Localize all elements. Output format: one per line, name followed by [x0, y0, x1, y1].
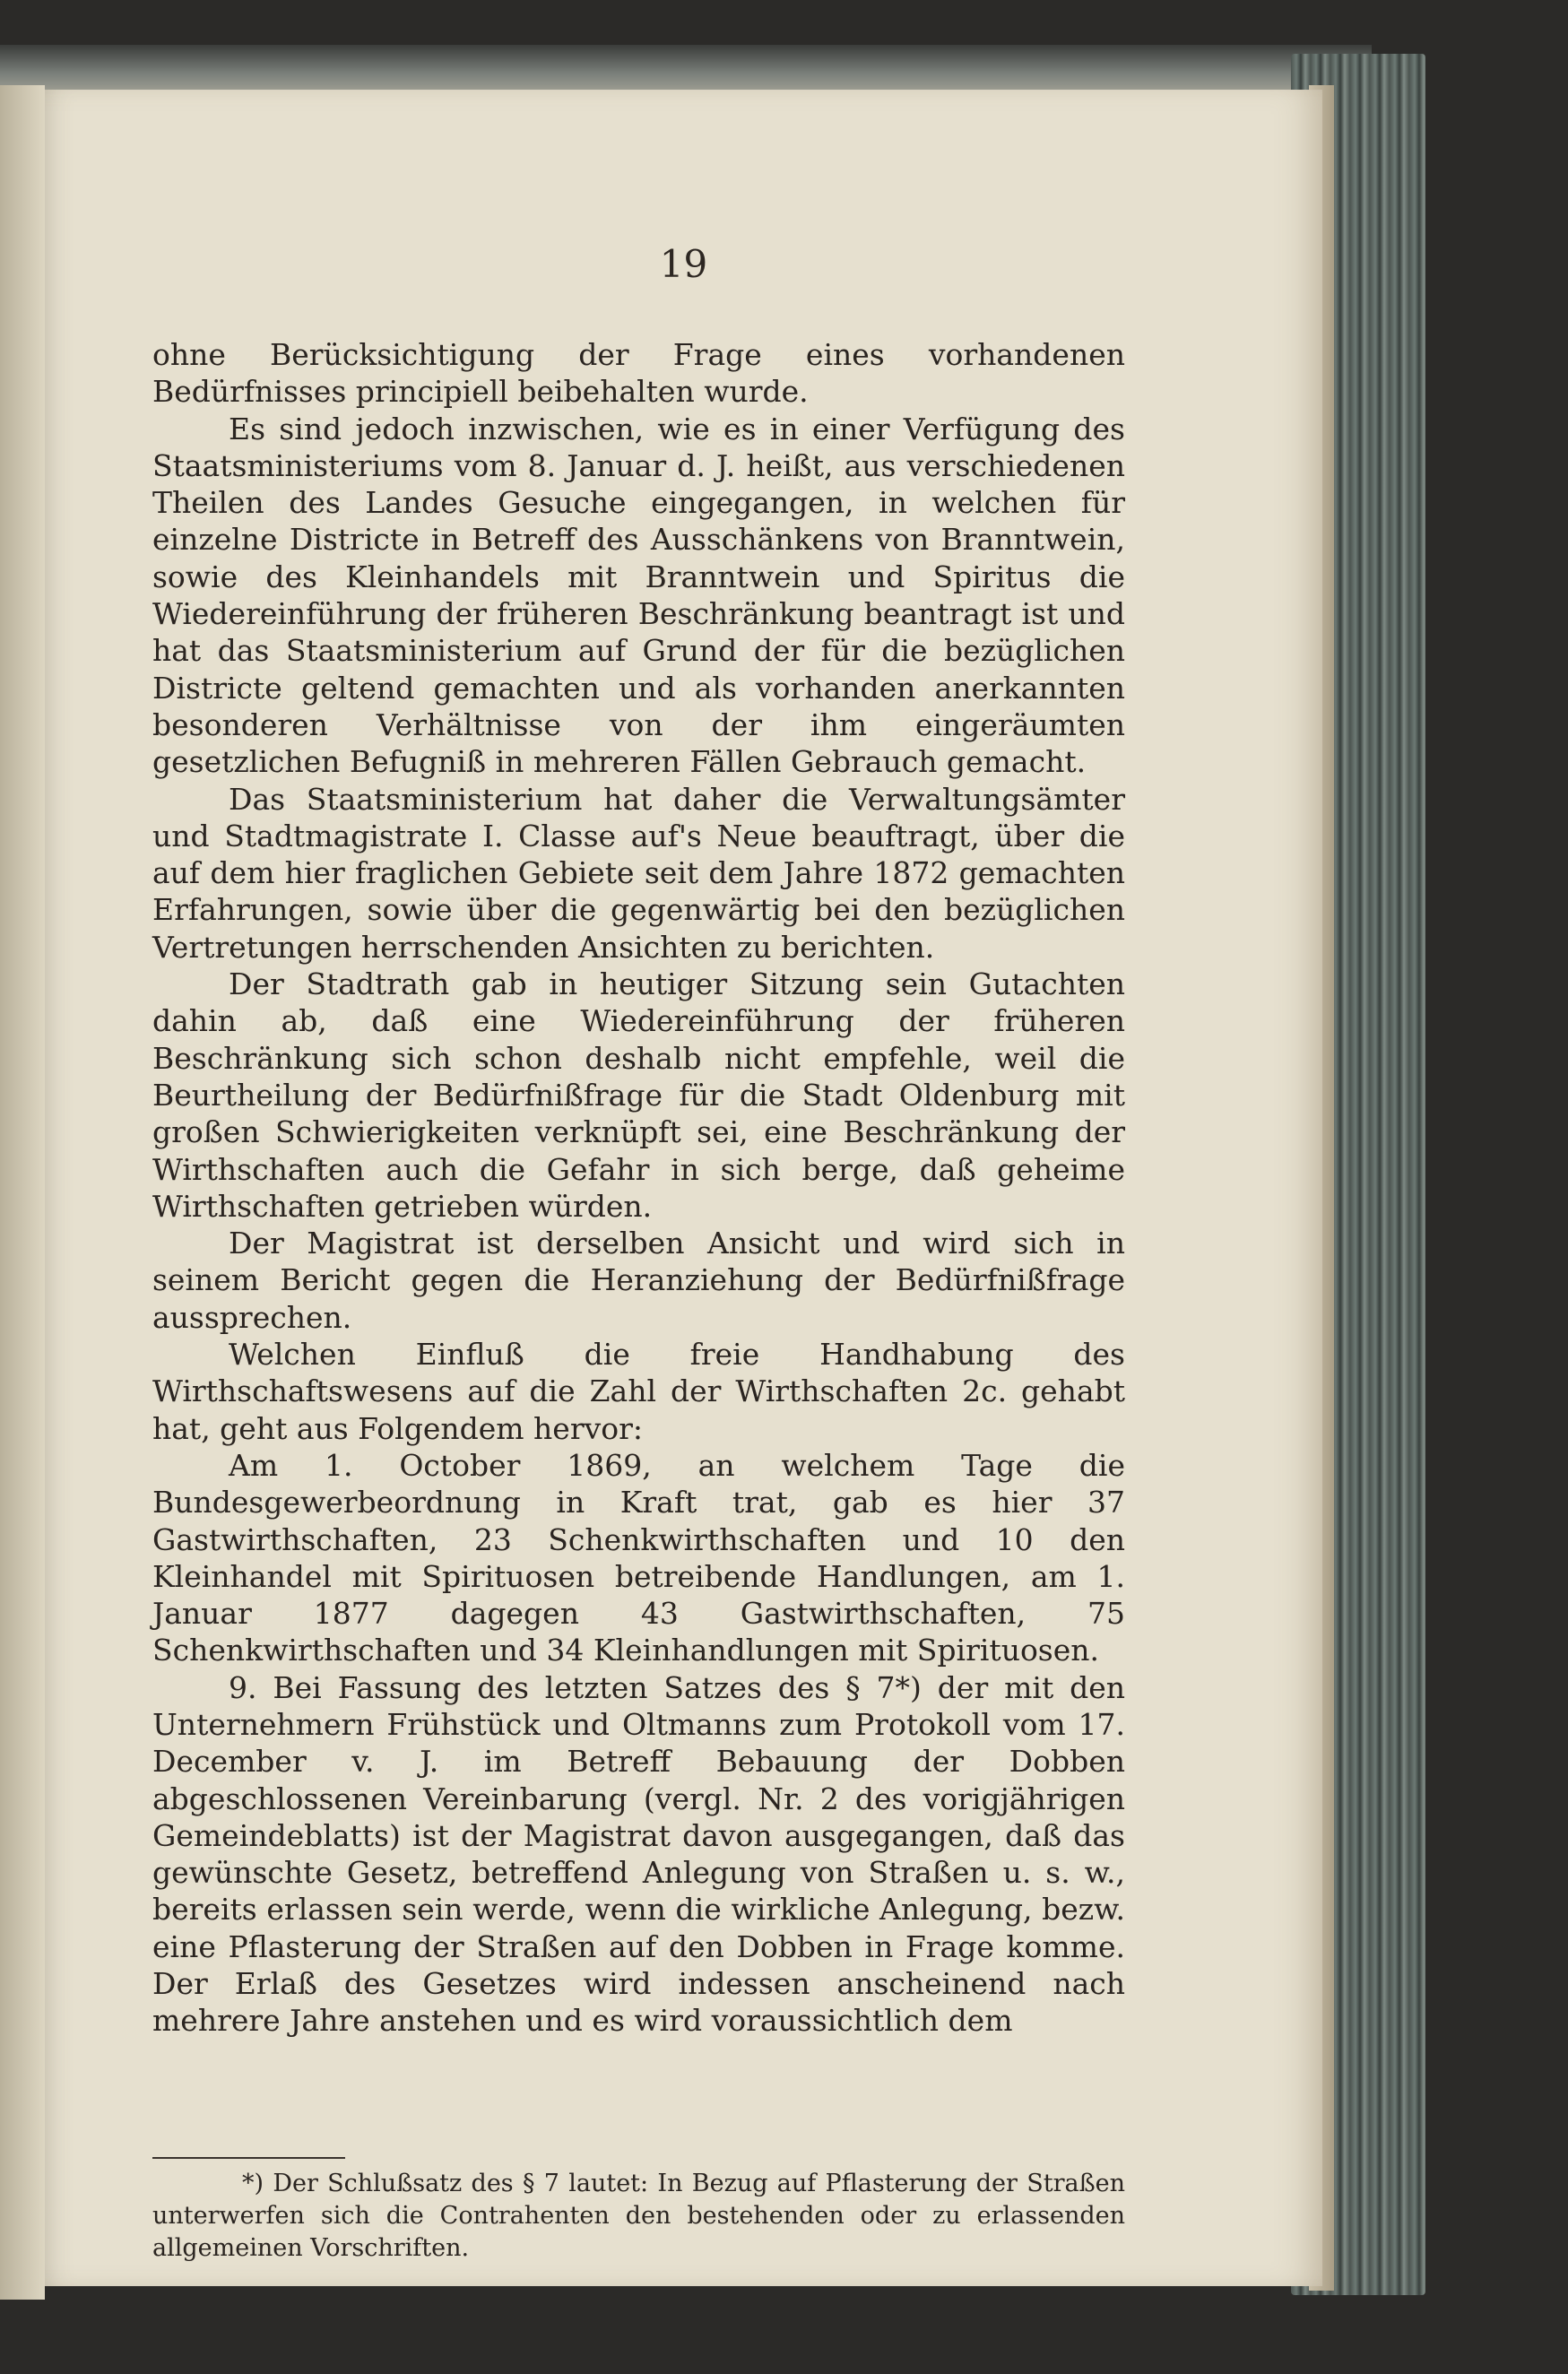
- paragraph: Es sind jedoch inzwischen, wie es in einer Verfügung des Staatsministeriums vom 8. Januar d. J. heißt, aus verschiedenen Theilen des Landes Gesuche eingegangen, in welchen für einzelne Districte in Betreff des Ausschänkens von Branntwein, sowie des Kleinhandels mit Branntwein und Spiritus die Wiedereinführung der früheren Beschränkung beantragt ist und hat das Staatsministerium auf Grund der für die bezüglichen Districte geltend gemachten und als vorhanden anerkannten besonderen Verhältnisse von der ihm eingeräumten gesetzlichen Befugniß in mehreren Fällen Gebrauch gemacht.: [152, 411, 1125, 780]
- paragraph: Am 1. October 1869, an welchem Tage die Bundesgewerbeordnung in Kraft trat, gab es hier 37 Gastwirthschaften, 23 Schenkwirthschaften und 10 den Kleinhandel mit Spirituosen betreibende Handlungen, am 1. Januar 1877 dagegen 43 Gastwirthschaften, 75 Schenkwirthschaften und 34 Kleinhandlungen mit Spirituosen.: [152, 1447, 1125, 1668]
- paragraph: 9. Bei Fassung des letzten Satzes des § 7*) der mit den Unternehmern Frühstück und Oltmanns zum Protokoll vom 17. December v. J. im Betreff Bebauung der Dobben abgeschlossenen Vereinbarung (vergl. Nr. 2 des vorigjährigen Gemeindeblatts) ist der Magistrat davon ausgegangen, daß das gewünschte Gesetz, betreffend Anlegung von Straßen u. s. w., bereits erlassen sein werde, wenn die wirkliche Anlegung, bezw. eine Pflasterung der Straßen auf den Dobben in Frage komme. Der Erlaß des Gesetzes wird indessen anscheinend nach mehrere Jahre anstehen und es wird voraussichtlich dem: [152, 1669, 1125, 2039]
- book-page: [45, 90, 1322, 2286]
- footnote: [152, 2168, 1125, 2265]
- previous-page-edge: [0, 85, 45, 2300]
- paragraph: ohne Berücksichtigung der Frage eines vorhandenen Bedürfnisses principiell beibehalten wurde.: [152, 337, 1125, 410]
- paragraph: Der Stadtrath gab in heutiger Sitzung sein Gutachten dahin ab, daß eine Wiedereinführung der früheren Beschränkung sich schon deshalb nicht empfehle, weil die Beurtheilung der Bedürfnißfrage für die Stadt Oldenburg mit großen Schwierigkeiten verknüpft sei, eine Beschränkung der Wirthschaften auch die Gefahr in sich berge, daß geheime Wirthschaften getrieben würden.: [152, 966, 1125, 1224]
- paragraph: Das Staatsministerium hat daher die Verwaltungsämter und Stadtmagistrate I. Classe auf's Neue beauftragt, über die auf dem hier fraglichen Gebiete seit dem Jahre 1872 gemachten Erfahrungen, sowie über die gegenwärtig bei den bezüglichen Vertretungen herrschenden Ansichten zu berichten.: [152, 781, 1125, 965]
- paragraph: Der Magistrat ist derselben Ansicht und wird sich in seinem Bericht gegen die Heranziehung der Bedürfnißfrage aussprechen.: [152, 1226, 1125, 1335]
- footnote-rule: [152, 2157, 345, 2159]
- footnote-text: *) Der Schlußsatz des § 7 lautet: In Bezug auf Pflasterung der Straßen unterwerfen sich die Contrahenten den bestehenden oder zu erlassenden allgemeinen Vorschriften.: [152, 2170, 1125, 2262]
- paragraph: Welchen Einfluß die freie Handhabung des Wirthschaftswesens auf die Zahl der Wirthschaften 2c. gehabt hat, geht aus Folgendem hervor:: [152, 1337, 1125, 1446]
- page-number: 19: [659, 242, 708, 286]
- body-text: [152, 336, 1125, 2040]
